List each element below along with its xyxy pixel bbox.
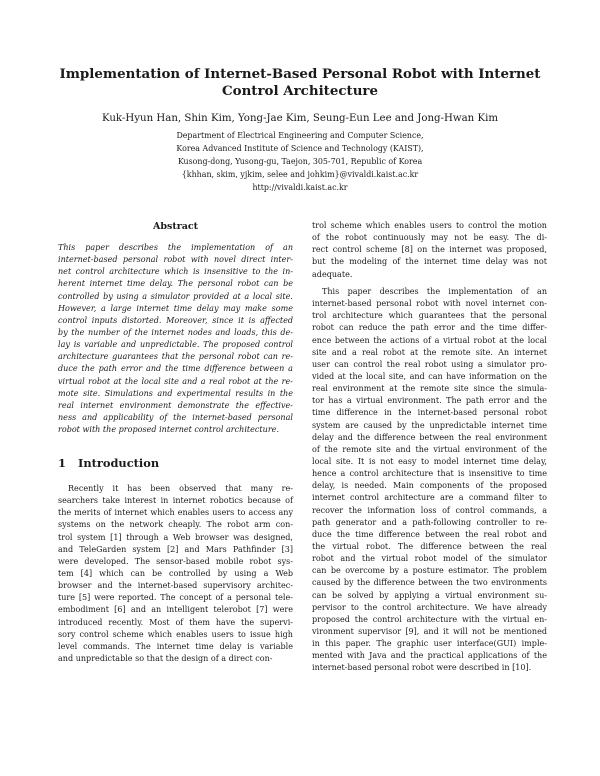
text-line: ence between the actions of a virtual robot at the local [312, 335, 547, 345]
text-line: the merits of internet which enables users to access any [58, 508, 293, 518]
text-line: systems on the network cheaply. The robot arm con- [58, 520, 293, 530]
text-line: robot can reduce the path error and the time differ- [312, 323, 547, 333]
text-line: However, a large internet time delay may make some [58, 303, 293, 313]
text-line: sory control scheme which enables users to issue high [58, 629, 293, 639]
text-line: This paper describes the implementation of an [58, 243, 293, 252]
text-line: time difference in the internet-based personal robot [312, 408, 547, 418]
text-line: virtual robot at the local site and a real robot at the re- [58, 376, 293, 386]
text-line: real environment at the remote site since the simula- [312, 384, 547, 394]
text-line: architecture guarantees that the personal robot can re- [58, 352, 293, 362]
text-line: site and a real robot at the remote site. An internet [312, 347, 547, 357]
text-line: This paper describes the implementation of an [322, 287, 547, 296]
text-line: trol system [1] through a Web browser was designed, [58, 532, 293, 542]
affiliation-address: Kusong-dong, Yusong-gu, Taejon, 305-701, Republic of Korea [177, 157, 423, 167]
text-line: caused by the difference between the two environments [312, 578, 547, 588]
text-line: and TeleGarden system [2] and Mars Pathfinder [3] [58, 544, 293, 554]
text-line: delay, is needed. Main components of the proposed [312, 481, 547, 491]
text-line: trol architecture which guarantees that the personal [312, 311, 547, 321]
text-line: vironment supervisor [9], and it will not be mentioned [312, 626, 547, 636]
text-line: ness and applicability of the internet-based personal [58, 412, 293, 422]
title-line-2: Control Architecture [221, 83, 379, 99]
text-line: duce the path error and the time difference between a [58, 364, 293, 374]
affiliation-institute: Korea Advanced Institute of Science and Technology (KAIST), [176, 144, 424, 154]
text-line: can be overcome by a posture estimator. The problem [312, 566, 547, 576]
right-column-paragraph-a [312, 220, 547, 281]
text-line: user can control the real robot using a simulator pro- [312, 359, 547, 369]
text-line: duce the time difference between the real robot and [312, 529, 547, 539]
text-line: herent internet time delay. The personal robot can be [58, 279, 293, 289]
text-line: tem [4] which can be controlled by using a Web [58, 568, 293, 578]
text-line: level commands. The internet time delay is variable [58, 641, 293, 651]
text-line: local site. It is not easy to model internet time delay, [312, 456, 547, 466]
text-line: by the number of the internet nodes and loads, this de- [58, 327, 293, 337]
text-line: vided at the local site, and can have information on the [312, 371, 547, 381]
affiliation-block [40, 129, 560, 194]
text-line: real internet environment demonstrate the effective- [58, 400, 293, 410]
text-line: net control architecture which is insensitive to the in- [58, 267, 293, 277]
affiliation-url: http://vivaldi.kaist.ac.kr [252, 183, 348, 193]
text-line: proposed the control architecture with the virtual en- [312, 614, 547, 624]
section-title: Introduction [78, 456, 160, 470]
text-line: searchers take interest in internet robotics because of [58, 496, 293, 506]
text-line: robot with the proposed internet control architecture. [58, 425, 280, 435]
text-line: embodiment [6] and an intelligent telerobot [7] were [58, 605, 293, 615]
text-line: internet control architecture are a command filter to [312, 493, 547, 503]
text-line: Recently it has been observed that many re- [68, 484, 293, 493]
text-line: can be solved by applying a virtual environment su- [312, 590, 547, 600]
author-list: Kuk-Hyun Han, Shin Kim, Yong-Jae Kim, Seung-Eun Lee and Jong-Hwan Kim [101, 113, 498, 124]
text-line: in this paper. The graphic user interface(GUI) imple- [312, 639, 547, 649]
introduction-paragraph-1 [58, 483, 293, 665]
text-line: but the modeling of the internet time delay was not [312, 257, 547, 267]
abstract-heading: Abstract [152, 221, 199, 232]
text-line: tor has a virtual environment. The path error and the [312, 396, 547, 406]
text-line: the virtual robot. The difference between the real [312, 541, 547, 551]
affiliation-emails: {khhan, skim, yjkim, selee and johkim}@vivaldi.kaist.ac.kr [181, 170, 419, 180]
affiliation-department: Department of Electrical Engineering and Computer Science, [176, 131, 424, 140]
text-line: trol scheme which enables users to control the motion [312, 221, 547, 230]
text-line: introduced recently. Most of them have the supervi- [58, 617, 293, 627]
section-heading-introduction [58, 456, 159, 470]
text-line: internet-based personal robot were described in [10]. [312, 663, 532, 673]
paper-title [40, 66, 560, 100]
text-line: controlled by using a simulator provided at a local site. [58, 291, 293, 301]
text-line: path generator and a path-following controller to re- [312, 517, 547, 527]
text-line: rect control scheme [8] on the internet was proposed, [312, 245, 547, 255]
text-line: system are caused by the unpredictable internet time [312, 420, 547, 430]
section-number: 1 [58, 456, 66, 470]
text-line: internet-based personal robot with novel internet con- [312, 299, 547, 309]
text-line: adequate. [312, 269, 353, 279]
text-line: were developed. The sensor-based mobile robot sys- [58, 556, 293, 566]
text-line: internet-based personal robot with novel direct inter- [58, 255, 293, 265]
text-line: recover the information loss of control commands, a [312, 505, 547, 515]
text-line: of the robot continuously may not be easy. The di- [312, 233, 547, 243]
text-line: ture [5] were reported. The concept of a personal tele- [58, 593, 293, 603]
text-line: robot and the virtual robot model of the simulator [312, 554, 547, 564]
abstract-body [58, 242, 293, 436]
text-line: control inputs distorted. Moreover, since it is affected [58, 315, 293, 325]
title-line-1: Implementation of Internet-Based Personal Robot with Internet [59, 66, 541, 82]
right-column-paragraph-b [312, 286, 547, 675]
text-line: mote site. Simulations and experimental results in the [58, 388, 293, 398]
text-line: delay and the difference between the real environment [312, 432, 547, 442]
text-line: hence a control architecture that is insensitive to time [312, 469, 547, 479]
text-line: browser and the internet-based supervisory architec- [58, 581, 293, 591]
text-line: mented with Java and the practical applications of the [312, 651, 547, 661]
text-line: pervisor to the control architecture. We have already [312, 602, 547, 612]
text-line: and unpredictable so that the design of a direct con- [58, 653, 273, 663]
text-line: lay is variable and unpredictable. The proposed control [58, 340, 293, 350]
text-line: of the remote site and the virtual environment of the [312, 444, 547, 454]
